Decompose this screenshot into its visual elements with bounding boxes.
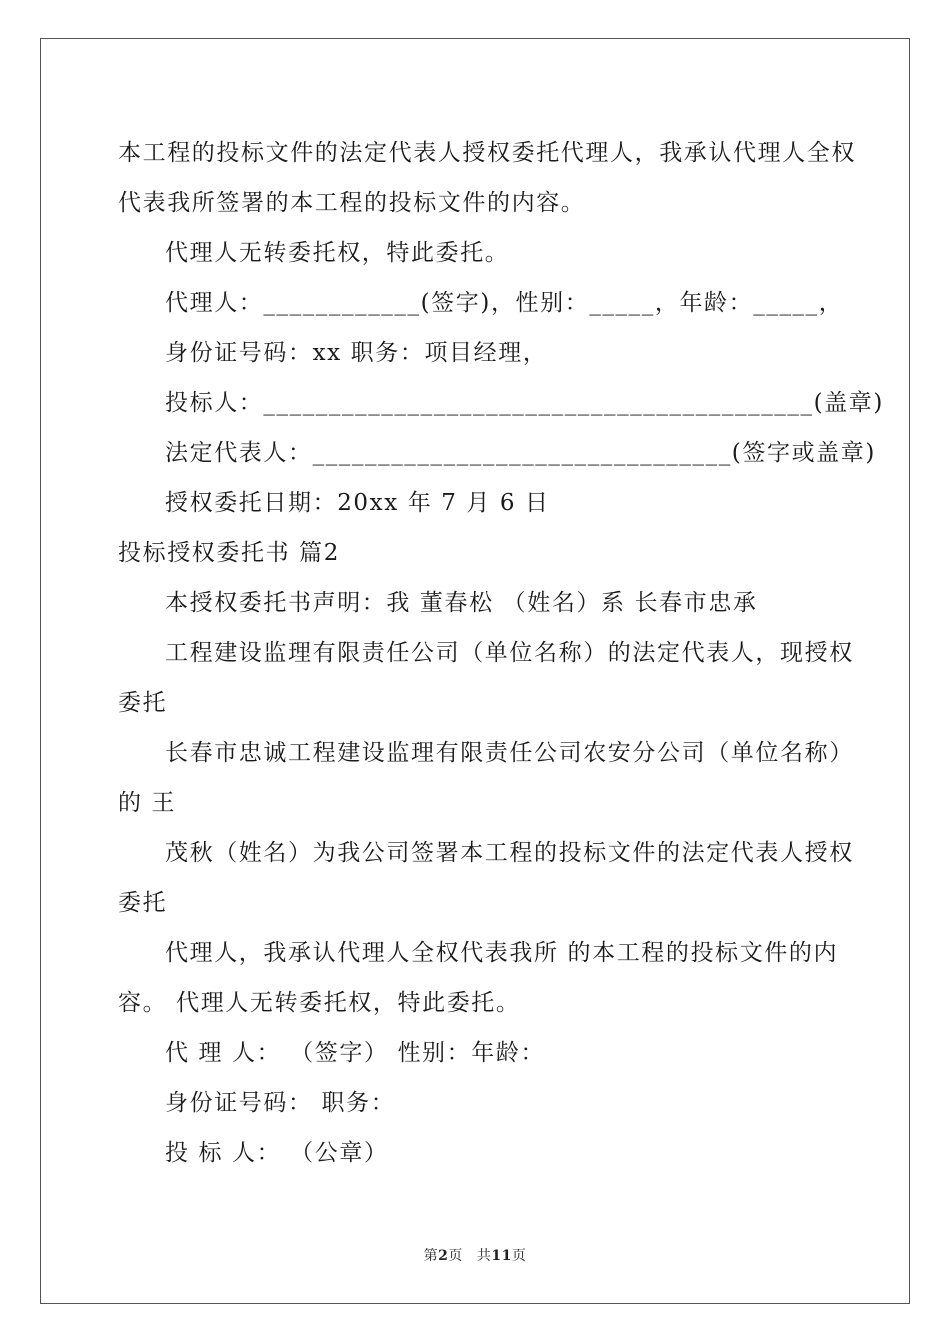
text-line: 代理人，我承认代理人全权代表我所 的本工程的投标文件的内: [165, 940, 839, 966]
agent-signature-line: 代 理 人： （签字） 性别：年龄：: [165, 1040, 546, 1066]
id-position-line: 身份证号码：xx 职务：项目经理，: [165, 340, 548, 366]
text-line: 的 王: [118, 790, 177, 816]
agent-info-line: 代理人：____________(签字)，性别：_____，年龄：_____，: [165, 290, 844, 316]
section-heading: 投标授权委托书 篇2: [118, 540, 340, 566]
text-line: 委托: [118, 690, 168, 716]
total-prefix: 共: [476, 1248, 492, 1264]
legal-rep-line: 法定代表人：________________________________(签字或盖章): [165, 440, 876, 466]
date-line: 授权委托日期：20xx 年 7 月 6 日: [165, 490, 550, 516]
text-line: 本工程的投标文件的法定代表人授权委托代理人，我承认代理人全权: [118, 140, 856, 166]
total-suffix: 页: [511, 1248, 527, 1264]
bidder-line: 投标人：__________________________________________(盖章): [165, 390, 884, 416]
bidder-seal-line: 投 标 人： （公章）: [165, 1140, 389, 1166]
total-page-number: 11: [491, 1248, 512, 1264]
text-line: 代理人无转委托权，特此委托。: [165, 240, 510, 266]
text-line: 本授权委托书声明：我 董春松 （姓名）系 长春市忠承: [165, 590, 758, 616]
text-line: 长春市忠诚工程建设监理有限责任公司农安分公司（单位名称）: [165, 740, 854, 766]
current-page-number: 2: [438, 1248, 449, 1264]
document-body: [118, 128, 884, 1178]
text-line: 代表我所签署的本工程的投标文件的内容。: [118, 190, 586, 216]
text-line: 茂秋（姓名）为我公司签署本工程的投标文件的法定代表人授权: [165, 840, 854, 866]
text-line: 容。 代理人无转委托权，特此委托。: [118, 990, 521, 1016]
id-position-line: 身份证号码： 职务：: [165, 1090, 396, 1116]
page-suffix: 页: [448, 1248, 463, 1264]
page-prefix: 第: [423, 1248, 439, 1264]
text-line: 委托: [118, 890, 168, 916]
page-footer: [0, 1245, 950, 1265]
text-line: 工程建设监理有限责任公司（单位名称）的法定代表人，现授权: [165, 640, 854, 666]
